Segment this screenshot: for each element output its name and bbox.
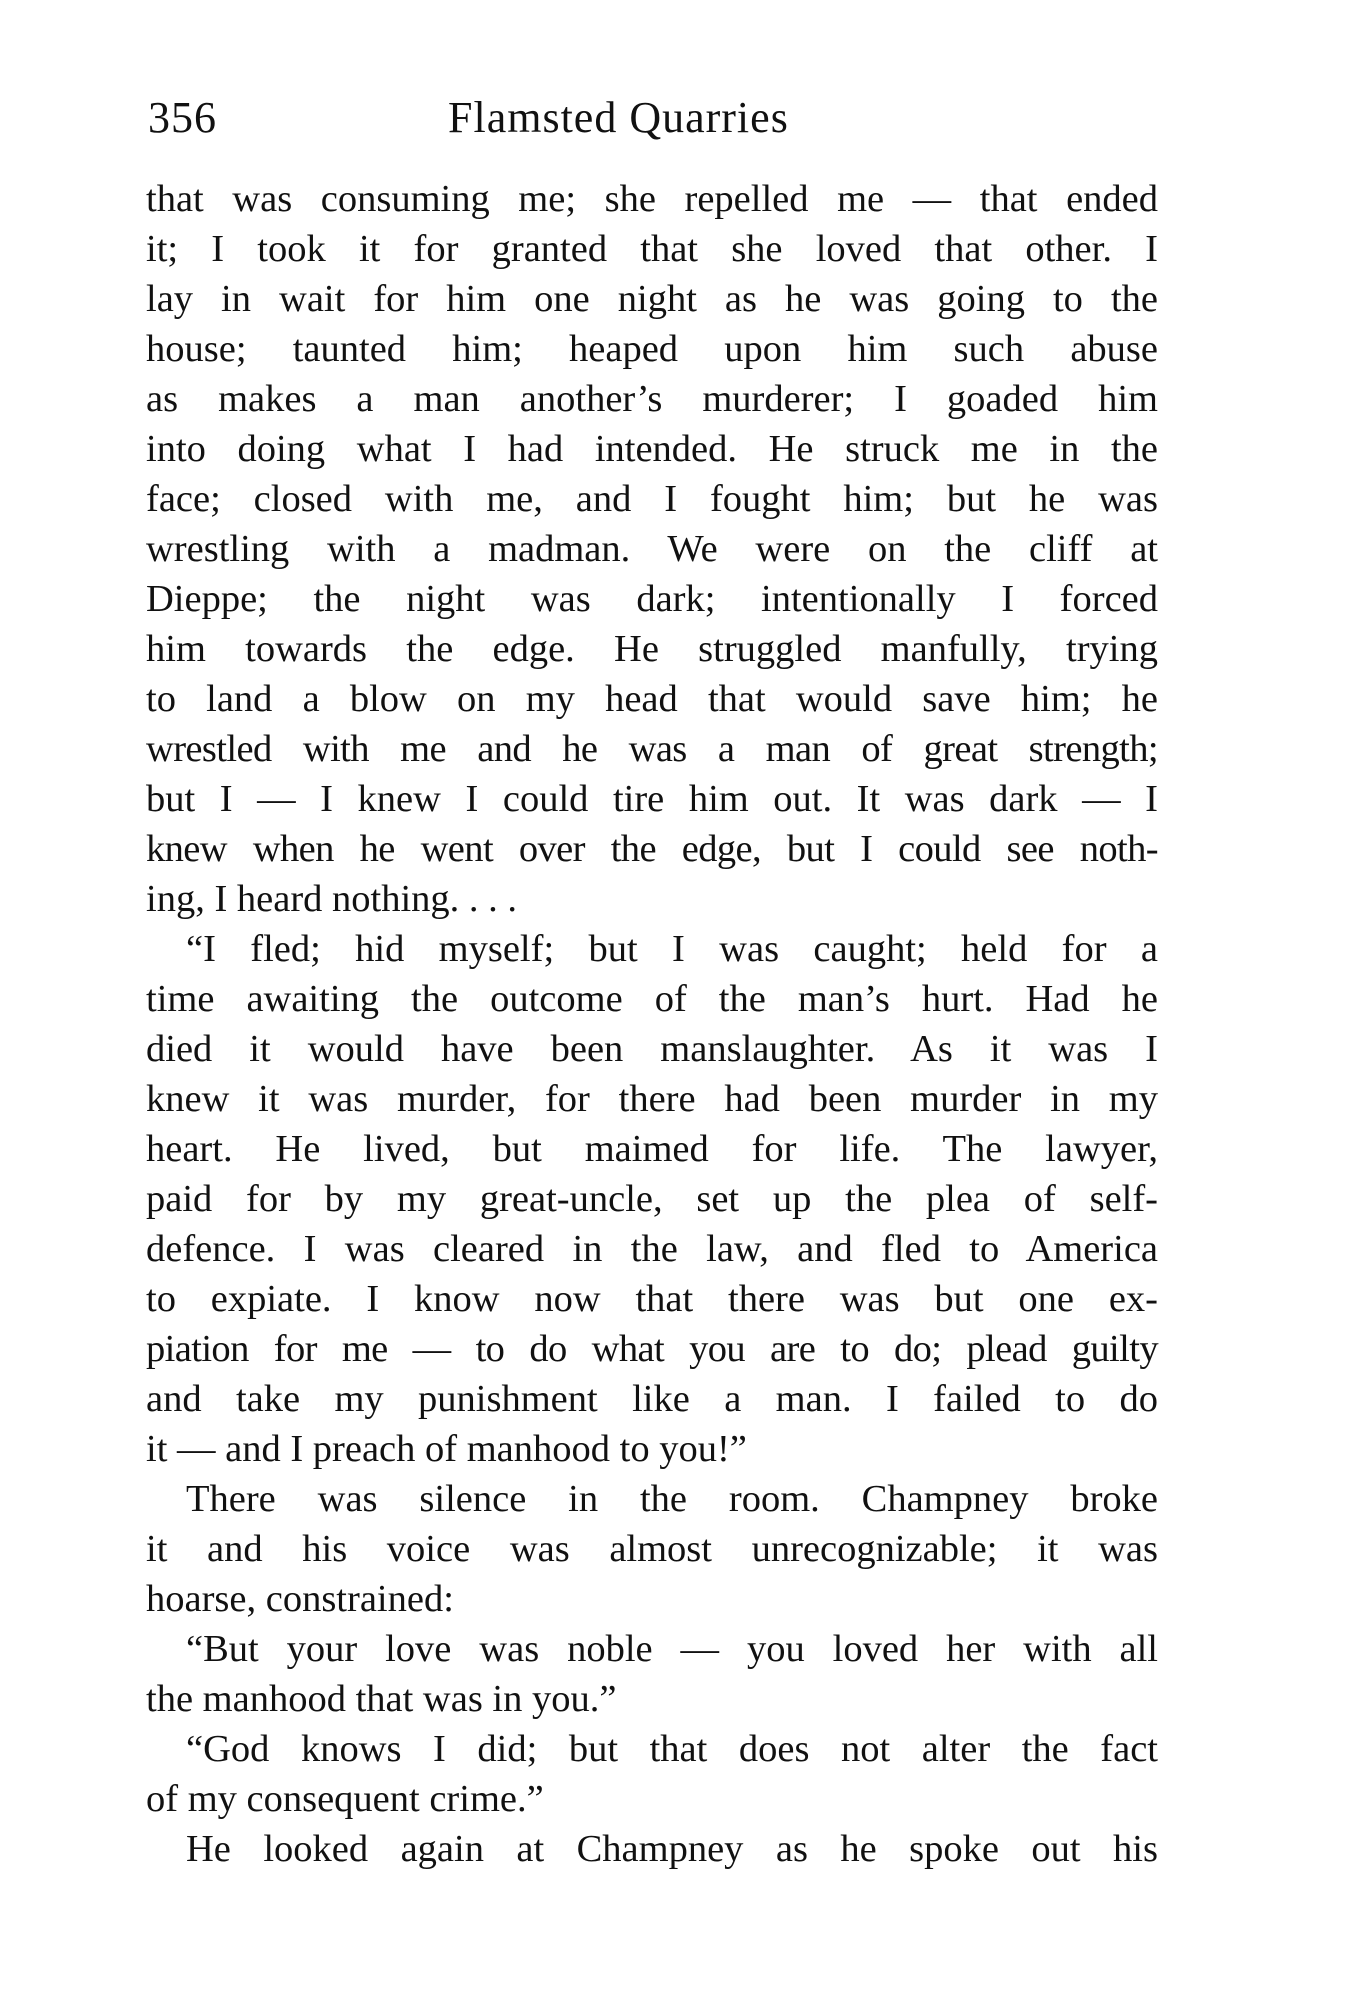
page-header [148, 92, 1152, 152]
text-line: piation for me — to do what you are to do; plead guilty [146, 1328, 1158, 1370]
text-line: hoarse, constrained: [146, 1578, 454, 1620]
text-line: “I fled; hid myself; but I was caught; held for a [186, 928, 1158, 970]
text-line: ing, I heard nothing. . . . [146, 878, 518, 920]
text-line: heart. He lived, but maimed for life. The lawyer, [146, 1128, 1158, 1170]
text-line: wrestled with me and he was a man of great strength; [146, 728, 1158, 770]
text-line: defence. I was cleared in the law, and fled to America [146, 1228, 1158, 1270]
text-line: to land a blow on my head that would save him; he [146, 678, 1158, 720]
text-line: to expiate. I know now that there was but one ex- [146, 1278, 1158, 1320]
text-line: of my consequent crime.” [146, 1778, 544, 1820]
text-line: and take my punishment like a man. I failed to do [146, 1378, 1158, 1420]
text-line: wrestling with a madman. We were on the cliff at [146, 528, 1158, 570]
text-line: as makes a man another’s murderer; I goaded him [146, 378, 1158, 420]
body-text [146, 174, 1158, 1874]
text-line: knew when he went over the edge, but I could see noth- [146, 828, 1158, 870]
text-line: He looked again at Champney as he spoke out his [186, 1828, 1158, 1870]
text-line: it; I took it for granted that she loved that other. I [146, 228, 1158, 270]
text-line: it and his voice was almost unrecognizable; it was [146, 1528, 1158, 1570]
text-line: time awaiting the outcome of the man’s hurt. Had he [146, 978, 1158, 1020]
running-title: Flamsted Quarries [448, 93, 789, 142]
text-line: into doing what I had intended. He struck me in the [146, 428, 1158, 470]
text-line: died it would have been manslaughter. As it was I [146, 1028, 1158, 1070]
text-line: “God knows I did; but that does not alter the fact [186, 1728, 1158, 1770]
text-line: that was consuming me; she repelled me — that ended [146, 178, 1158, 220]
text-line: There was silence in the room. Champney broke [186, 1478, 1158, 1520]
text-line: face; closed with me, and I fought him; but he was [146, 478, 1158, 520]
text-line: the manhood that was in you.” [146, 1678, 617, 1720]
text-line: but I — I knew I could tire him out. It was dark — I [146, 778, 1158, 820]
text-line: paid for by my great-uncle, set up the plea of self- [146, 1178, 1158, 1220]
text-line: lay in wait for him one night as he was going to the [146, 278, 1158, 320]
text-line: house; taunted him; heaped upon him such abuse [146, 328, 1158, 370]
text-line: knew it was murder, for there had been murder in my [146, 1078, 1158, 1120]
text-line: him towards the edge. He struggled manfully, trying [146, 628, 1158, 670]
text-line: “But your love was noble — you loved her with all [186, 1628, 1158, 1670]
text-line: it — and I preach of manhood to you!” [146, 1428, 747, 1470]
text-line: Dieppe; the night was dark; intentionally I forced [146, 578, 1158, 620]
page-number: 356 [148, 93, 217, 142]
